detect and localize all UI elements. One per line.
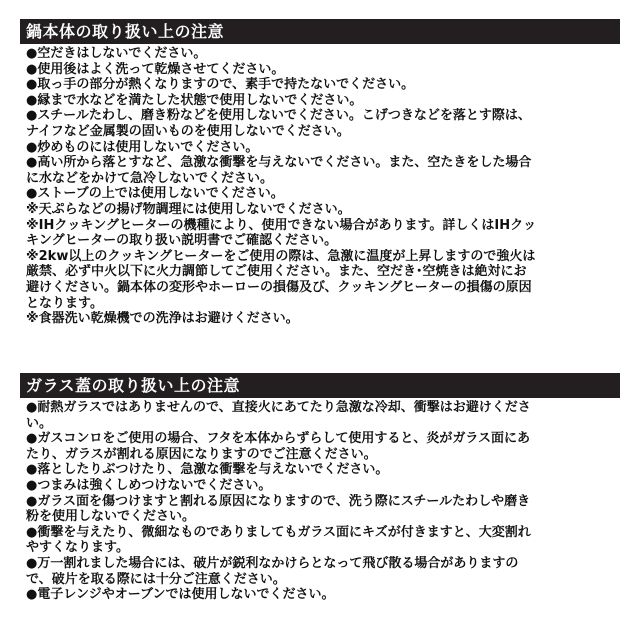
pot-caution-line: 避けください。鍋本体の変形やホーローの損傷及び、クッキングヒーターの損傷の原因	[26, 279, 532, 295]
pot-caution-line: ●高い所から落とすなど、急激な衝撃を与えないでください。また、空たきをした場合	[26, 155, 532, 171]
pot-caution-line: ナイフなど金属製の固いものを使用しないでください。	[26, 123, 350, 139]
pot-caution-line: ●取っ手の部分が熱くなりますので、素手で持たないでください。	[26, 77, 415, 93]
lid-caution-line: ●ガラス面を傷つけますと割れる原因になりますので、洗う際にスチールたわしや磨き	[26, 493, 531, 509]
pot-caution-line: に水などをかけて急冷しないでください。	[26, 170, 274, 186]
lid-caution-line: ●衝撃を与えたり、微細なものでありましてもガラス面にキズが付きますと、大変割れ	[26, 524, 531, 540]
lid-caution-line: ●万一割れました場合には、破片が鋭利なかけらとなって飛び散る場合がありますの	[26, 555, 519, 571]
lid-caution-line: ●耐熱ガラスではありませんので、直接火にあてたり急激な冷却、衝撃はお避けくださ	[26, 400, 531, 415]
pot-caution-title: 鍋本体の取り扱い上の注意	[20, 19, 620, 44]
pot-caution-line: 厳禁、必ず中火以下に火力調節してご使用ください。また、空だき･空焼きは絶対にお	[26, 264, 527, 280]
pot-caution-line: ●縁まで水などを満たした状態で使用しないでください。	[26, 92, 363, 108]
lid-caution-line: やすくなります。	[26, 540, 129, 556]
lid-caution-section	[20, 373, 620, 603]
pot-caution-line: ※天ぷらなどの揚げ物調理には使用しないでください。	[26, 201, 351, 217]
pot-caution-line: ●使用後はよく洗って乾燥させてください。	[26, 61, 285, 77]
pot-caution-line: ※IHクッキングヒーターの機種により、使用できない場合があります。詳しくはIHクッ	[26, 217, 537, 233]
lid-caution-line: ●電子レンジやオーブンでは使用しないでください。	[26, 587, 335, 603]
lid-caution-body	[20, 398, 620, 603]
lid-caution-line: ●ガスコンロをご使用の場合、フタを本体からずらして使用すると、炎がガラス面にあ	[26, 431, 531, 447]
pot-caution-line: ●ストーブの上では使用しないでください。	[26, 186, 284, 202]
lid-caution-line: で、破片を取る際には十分ご注意ください。	[26, 571, 286, 587]
pot-caution-line: ●空だきはしないでください。	[26, 46, 207, 61]
pot-caution-line: ※食器洗い乾燥機での洗浄はお避けください。	[26, 311, 299, 327]
lid-caution-line: ●落としたりぶつけたり、急激な衝撃を与えないでください。	[26, 462, 389, 478]
pot-caution-line: ●スチールたわし、磨き粉などを使用しないでください。こげつきなどを落とす際は、	[26, 108, 531, 124]
pot-caution-body	[20, 44, 620, 327]
lid-caution-line: ●つまみは強くしめつけないでください。	[26, 477, 272, 493]
pot-caution-line: キングヒーターの取り扱い説明書でご確認ください。	[26, 233, 338, 249]
pot-caution-section	[20, 19, 620, 327]
lid-caution-line: い。	[26, 415, 53, 431]
lid-caution-line: たり、ガラスが割れる原因になりますのでご注意ください。	[26, 446, 377, 462]
pot-caution-line: ●炒めものには使用しないでください。	[26, 139, 259, 155]
pot-caution-line: ※2kw以上のクッキングヒーターをご使用の際は、急激に温度が上昇しますので強火は	[26, 248, 536, 264]
pot-caution-line: となります。	[26, 295, 103, 311]
lid-caution-title: ガラス蓋の取り扱い上の注意	[20, 373, 620, 398]
lid-caution-line: 粉を使用しないでください。	[26, 509, 196, 525]
